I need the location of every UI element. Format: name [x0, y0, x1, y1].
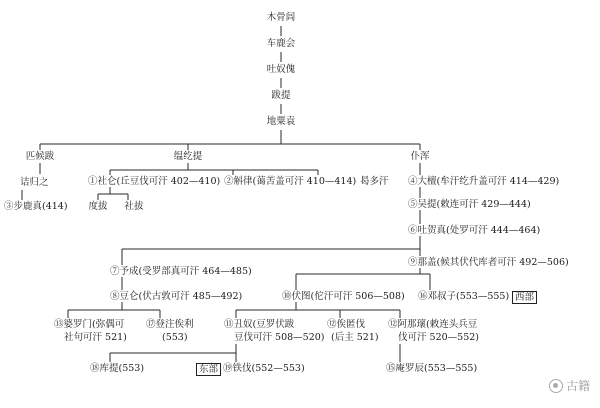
node-shegui: 诘归之 [20, 177, 49, 188]
node-kuti: ⑱库提(553) [90, 363, 145, 374]
node-chounu-line1: ⑪丑奴(豆罗伏跋 [224, 319, 295, 330]
label-xibu: 西部 [512, 291, 537, 304]
node-anluochen: ⑮庵罗辰(553—555) [386, 363, 478, 374]
wechat-icon [549, 379, 563, 393]
node-futu: ⑩伏图(佗汗可汗 506—508) [282, 291, 405, 302]
node-bati: 跋提 [271, 90, 291, 101]
node-duba: 度拔 [88, 201, 108, 212]
node-tunugui: 吐奴傀 [266, 64, 296, 75]
node-datan: ④大檀(牟汗纥升盖可汗 414—429) [408, 176, 560, 187]
node-buluzhen: ③步鹿真(414) [4, 201, 68, 212]
node-anagui-line2: 伐可汗 520—552) [398, 332, 479, 343]
node-tiefa: ⑲铁伐(552—553) [223, 363, 305, 374]
node-wuti: ⑤吴提(敕连可汗 429—444) [408, 199, 531, 210]
node-nagai: ⑨那盖(候其伏代库者可汗 492—506) [408, 257, 569, 268]
node-disugen: 地粟袁 [266, 116, 296, 127]
node-pihou: 匹候跋 [25, 151, 55, 162]
node-mugulu: 木骨闾 [266, 12, 296, 23]
node-shifa-line2: (后主 521) [331, 332, 379, 343]
node-yiduohan: 曷多汗 [360, 176, 389, 187]
node-dengshuzi: ⑯邓叔子(553—555) [418, 291, 510, 302]
node-chelu: 车鹿会 [266, 38, 296, 49]
node-doulun: ⑧豆仑(伏古敦可汗 485—492) [110, 291, 243, 302]
node-dengzhu-line2: (553) [162, 332, 188, 343]
node-anagui-line1: ⑫阿那瓌(敕连头兵豆 [388, 319, 478, 330]
node-shifa-line1: ⑫俟匿伐 [327, 319, 366, 330]
watermark [549, 377, 590, 394]
node-yucheng: ⑦予成(受罗部真可汗 464—485) [110, 266, 252, 277]
node-pucun: 仆浑 [410, 151, 430, 162]
watermark-text: 古籍 [565, 379, 590, 393]
node-chounu-line2: 豆伐可汗 508—520) [234, 332, 325, 343]
node-poluomen-line2: 社句可汗 521) [64, 332, 127, 343]
node-poluomen-line1: ⑬婆罗门(弥偶可 [54, 319, 125, 330]
node-hegeti: 缊纥提 [173, 151, 203, 162]
node-tuhezhen: ⑥吐贺真(处罗可汗 444—464) [408, 225, 541, 236]
node-sheba: 社拔 [124, 201, 144, 212]
node-hulu: ②斛律(蔼苦盖可汗 410—414) [224, 176, 357, 187]
label-dongbu: 东部 [196, 363, 221, 376]
node-shelun: ①社仑(丘豆伐可汗 402—410) [88, 176, 221, 187]
node-dengzhu-line1: ⑰登注俟利 [146, 319, 194, 330]
